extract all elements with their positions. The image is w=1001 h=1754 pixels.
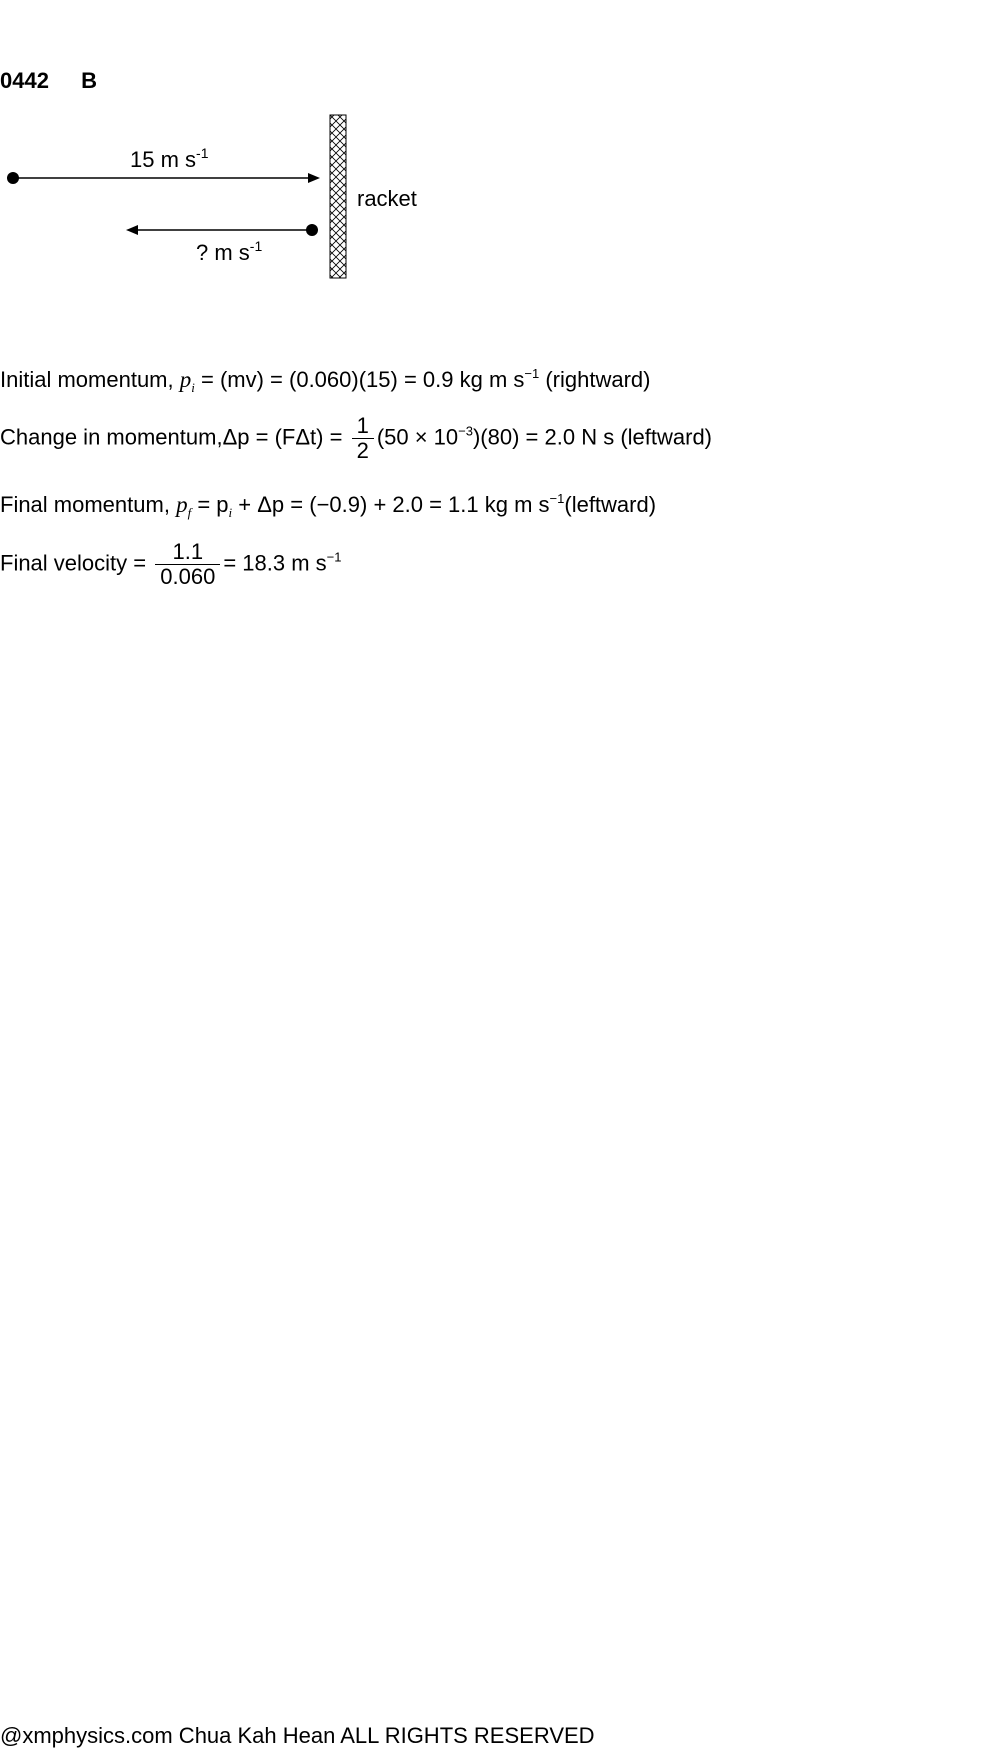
final-p-sub: f <box>187 505 192 520</box>
racket-label: racket <box>357 186 417 211</box>
outgoing-label: ? m $s^{-1}$ <box>196 238 263 265</box>
change-fraction-numerator: 1 <box>356 413 369 438</box>
copyright-footer: @xmphysics.com Chua Kah Hean ALL RIGHTS RESERVED <box>0 1723 595 1748</box>
initial-p-sub: i <box>191 380 195 395</box>
velocity-fraction <box>155 540 220 589</box>
final-eq: = p <box>197 492 229 517</box>
problem-number: 0442 <box>0 68 49 93</box>
change-fraction-denominator: 2 <box>352 438 374 463</box>
outgoing-arrowhead <box>126 225 138 235</box>
initial-direction: (rightward) <box>545 367 651 392</box>
final-label: Final momentum, <box>0 492 170 517</box>
initial-momentum-line <box>0 366 651 396</box>
final-p-symbol: p <box>176 492 188 517</box>
change-fraction <box>352 414 374 463</box>
final-velocity-line <box>0 540 341 589</box>
diagram-svg <box>0 105 430 280</box>
final-pi-sub: i <box>228 505 233 520</box>
initial-p-symbol: p <box>179 367 192 392</box>
final-exponent: −1 <box>549 491 565 506</box>
racket-diagram <box>0 105 430 285</box>
change-mid-exponent: −3 <box>458 423 473 439</box>
final-momentum-line <box>0 491 656 521</box>
velocity-denominator: 0.060 <box>155 564 220 589</box>
problem-header <box>0 68 97 94</box>
change-momentum-line <box>0 414 712 463</box>
initial-expression: = (mv) = (0.060)(15) = 0.9 kg m s <box>201 367 525 392</box>
final-direction: (leftward) <box>564 492 657 517</box>
velocity-label: Final velocity = <box>0 550 147 576</box>
incoming-arrowhead <box>308 173 320 183</box>
change-lhs: Δp = (FΔt) = <box>222 424 343 450</box>
change-direction: (leftward) <box>620 424 713 450</box>
change-mid: (50 × 10 <box>376 424 459 450</box>
velocity-exponent: −1 <box>326 549 342 565</box>
change-rest: )(80) = 2.0 N s <box>472 424 615 450</box>
initial-label: Initial momentum, <box>0 367 174 392</box>
velocity-result: = 18.3 m s <box>223 550 327 576</box>
velocity-numerator: 1.1 <box>172 539 204 564</box>
incoming-label: 15 m $s^{-1}$ <box>130 145 209 172</box>
final-expression: + Δp = (−0.9) + 2.0 = 1.1 kg m s <box>238 492 550 517</box>
racket-shape <box>330 115 346 278</box>
initial-exponent: −1 <box>524 366 540 381</box>
change-label: Change in momentum, <box>0 424 223 450</box>
answer-letter: B <box>81 68 97 93</box>
